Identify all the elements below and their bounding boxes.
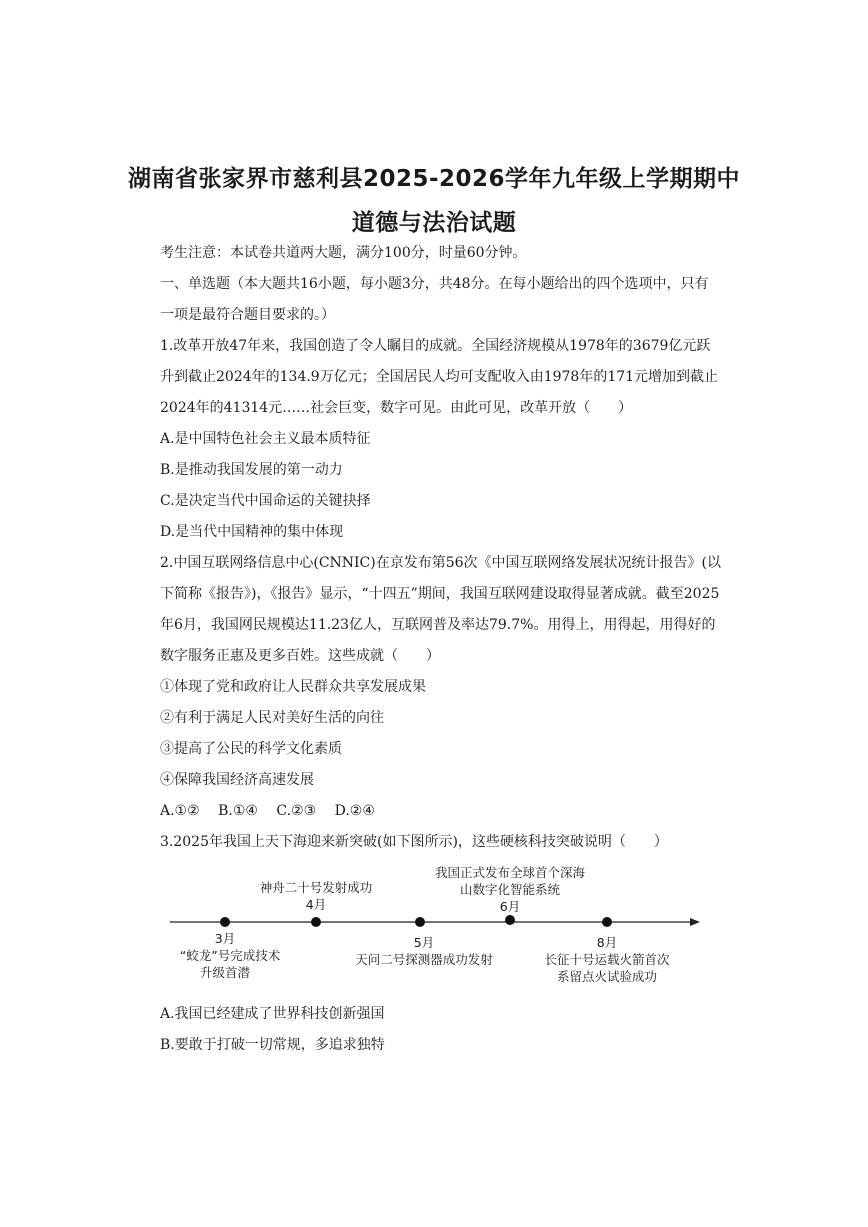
timeline-arrow-icon: [690, 918, 700, 926]
q2-stem-line4: 数字服务正惠及更多百姓。这些成就（ ）: [160, 648, 440, 664]
exam-title-line2: 道德与法治试题: [351, 210, 517, 236]
timeline-may-month: 5月: [413, 935, 435, 950]
timeline-dot-april: [311, 917, 321, 927]
q2-statement-1: ①体现了党和政府让人民群众共享发展成果: [160, 679, 426, 695]
q1-option-b: B.是推动我国发展的第一动力: [160, 462, 343, 478]
q2-stem-line3: 年6月，我国网民规模达11.23亿人，互联网普及率达79.7%。用得上，用得起，用得好的: [160, 617, 716, 633]
timeline-march-month: 3月: [214, 931, 236, 946]
q3-timeline-figure: [160, 862, 720, 992]
q1-option-c: C.是决定当代中国命运的关键抉择: [160, 493, 371, 509]
q1-stem-line1: 1.改革开放47年来，我国创造了令人瞩目的成就。全国经济规模从1978年的3679亿元跃: [160, 338, 711, 354]
q2-stem-line1: 2.中国互联网络信息中心(CNNIC)在京发布第56次《中国互联网络发展状况统计报告》(以: [160, 555, 722, 571]
q3-option-b: B.要敢于打破一切常规，多追求独特: [160, 1037, 385, 1053]
q1-option-d: D.是当代中国精神的集中体现: [160, 524, 344, 540]
timeline-march-event-line2: 升级首潜: [199, 965, 251, 980]
section1-instructions-line2: 一项是最符合题目要求的。）: [160, 307, 335, 323]
q3-stem: 3.2025年我国上天下海迎来新突破(如下图所示)，这些硬核科技突破说明（ ）: [160, 834, 668, 850]
timeline-june-event-line2: 山数字化智能系统: [459, 882, 561, 897]
q2-statement-3: ③提高了公民的科学文化素质: [160, 741, 342, 757]
timeline-may-event: 天问二号探测器成功发射: [355, 952, 493, 967]
timeline-april-event: 神舟二十号发射成功: [259, 880, 373, 895]
q2-statement-4: ④保障我国经济高速发展: [160, 772, 314, 788]
q2-stem-line2: 下简称《报告》)，《报告》显示，“十四五”期间，我国互联网建设取得显著成就。截至2025: [160, 586, 720, 602]
q1-stem-line3: 2024年的41314元……社会巨变，数字可见。由此可见，改革开放（ ）: [160, 400, 633, 416]
timeline-june-month: 6月: [499, 899, 521, 914]
timeline-dot-march: [220, 917, 230, 927]
timeline-august-event-line1: 长征十号运载火箭首次: [544, 952, 670, 967]
timeline-march-event-line1: “蛟龙”号完成技术: [179, 948, 281, 963]
exam-title-line1: 湖南省张家界市慈利县2025-2026学年九年级上学期期中: [127, 166, 741, 192]
q1-stem-line2: 升到截止2024年的134.9万亿元；全国居民人均可支配收入由1978年的171元增加到截止: [160, 369, 719, 385]
timeline-april-month: 4月: [305, 897, 327, 912]
timeline-june-event-line1: 我国正式发布全球首个深海: [434, 865, 586, 880]
q1-option-a: A.是中国特色社会主义最本质特征: [160, 431, 371, 447]
exam-notice: 考生注意：本试卷共道两大题，满分100分，时量60分钟。: [160, 245, 527, 261]
timeline-august-event-line2: 系留点火试验成功: [556, 969, 658, 984]
timeline-dot-may: [415, 917, 425, 927]
timeline-august-month: 8月: [596, 935, 618, 950]
section1-instructions-line1: 一、单选题（本大题共16小题，每小题3分，共48分。在每小题给出的四个选项中，只有: [160, 276, 709, 292]
q2-choices: A.①② B.①④ C.②③ D.②④: [160, 803, 375, 819]
timeline-dot-august: [602, 917, 612, 927]
q2-statement-2: ②有利于满足人民对美好生活的向往: [160, 710, 384, 726]
q3-option-a: A.我国已经建成了世界科技创新强国: [160, 1006, 385, 1022]
timeline-dot-june: [505, 915, 515, 925]
